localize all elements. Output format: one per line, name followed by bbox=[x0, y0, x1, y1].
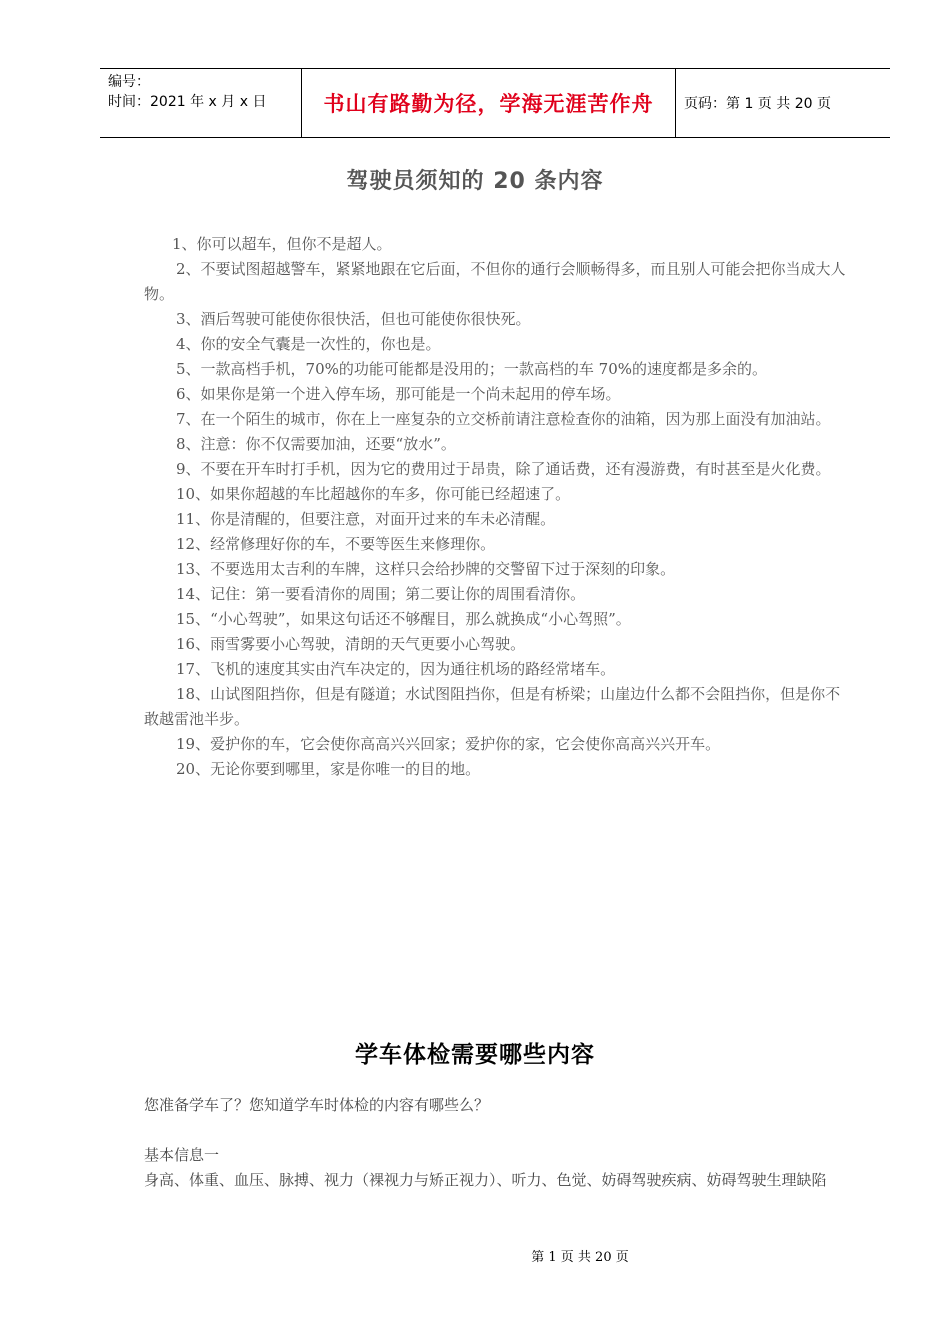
list-item: 3、酒后驾驶可能使你很快活，但也可能使你很快死。 bbox=[176, 310, 531, 328]
section1-title: 驾驶员须知的 20 条内容 bbox=[346, 169, 604, 194]
time-label: 时间：2021 年 x 月 x 日 bbox=[108, 94, 267, 110]
page-footer: 第 1 页 共 20 页 bbox=[531, 1250, 629, 1265]
header-divider bbox=[675, 69, 676, 137]
list-item: 15、“小心驾驶”，如果这句话还不够醒目，那么就换成“小心驾照”。 bbox=[176, 610, 631, 628]
section2-intro: 您准备学车了？您知道学车时体检的内容有哪些么？ bbox=[144, 1096, 490, 1114]
list-item: 20、无论你要到哪里，家是你唯一的目的地。 bbox=[176, 760, 481, 778]
list-item: 13、不要选用太吉利的车牌，这样只会给抄牌的交警留下过于深刻的印象。 bbox=[176, 560, 676, 578]
header-page-info: 页码：第 1 页 共 20 页 bbox=[684, 96, 831, 112]
list-item: 12、经常修理好你的车，不要等医生来修理你。 bbox=[176, 535, 496, 553]
header-meta bbox=[108, 72, 266, 112]
basic-info-heading: 基本信息一 bbox=[144, 1146, 220, 1164]
list-item: 5、一款高档手机，70%的功能可能都是没用的；一款高档的车 70%的速度都是多余的。 bbox=[176, 360, 767, 378]
list-item: 16、雨雪雾要小心驾驶，清朗的天气更要小心驾驶。 bbox=[176, 635, 526, 653]
document-header bbox=[100, 68, 890, 138]
section2-title: 学车体检需要哪些内容 bbox=[355, 1042, 595, 1068]
list-item: 1、你可以超车，但你不是超人。 bbox=[172, 235, 392, 253]
number-label: 编号： bbox=[108, 74, 150, 90]
basic-info-text: 身高、体重、血压、脉搏、视力（裸视力与矫正视力）、听力、色觉、妨碍驾驶疾病、妨碍驾驶生理缺陷 bbox=[144, 1171, 827, 1189]
list-item: 18、山试图阻挡你，但是有隧道；水试图阻挡你，但是有桥梁；山崖边什么都不会阻挡你，但是你不敢越雷池半步。 bbox=[144, 685, 841, 728]
list-item: 2、不要试图超越警车，紧紧地跟在它后面，不但你的通行会顺畅得多，而且别人可能会把你当成大人物。 bbox=[144, 260, 846, 303]
section1-list bbox=[144, 232, 849, 782]
list-item: 10、如果你超越的车比超越你的车多，你可能已经超速了。 bbox=[176, 485, 571, 503]
list-item: 8、注意：你不仅需要加油，还要“放水”。 bbox=[176, 435, 456, 453]
list-item: 11、你是清醒的，但要注意，对面开过来的车未必清醒。 bbox=[176, 510, 556, 528]
section2-body bbox=[144, 1093, 859, 1193]
list-item: 14、记住：第一要看清你的周围；第二要让你的周围看清你。 bbox=[176, 585, 586, 603]
list-item: 19、爱护你的车，它会使你高高兴兴回家；爱护你的家，它会使你高高兴兴开车。 bbox=[176, 735, 721, 753]
header-motto: 书山有路勤为径，学海无涯苦作舟 bbox=[323, 92, 654, 116]
list-item: 9、不要在开车时打手机，因为它的费用过于昂贵，除了通话费，还有漫游费，有时甚至是火化费。 bbox=[176, 460, 831, 478]
list-item: 6、如果你是第一个进入停车场，那可能是一个尚未起用的停车场。 bbox=[176, 385, 621, 403]
list-item: 17、飞机的速度其实由汽车决定的，因为通往机场的路经常堵车。 bbox=[176, 660, 616, 678]
list-item: 7、在一个陌生的城市，你在上一座复杂的立交桥前请注意检查你的油箱，因为那上面没有加油站。 bbox=[176, 410, 831, 428]
list-item: 4、你的安全气囊是一次性的，你也是。 bbox=[176, 335, 441, 353]
